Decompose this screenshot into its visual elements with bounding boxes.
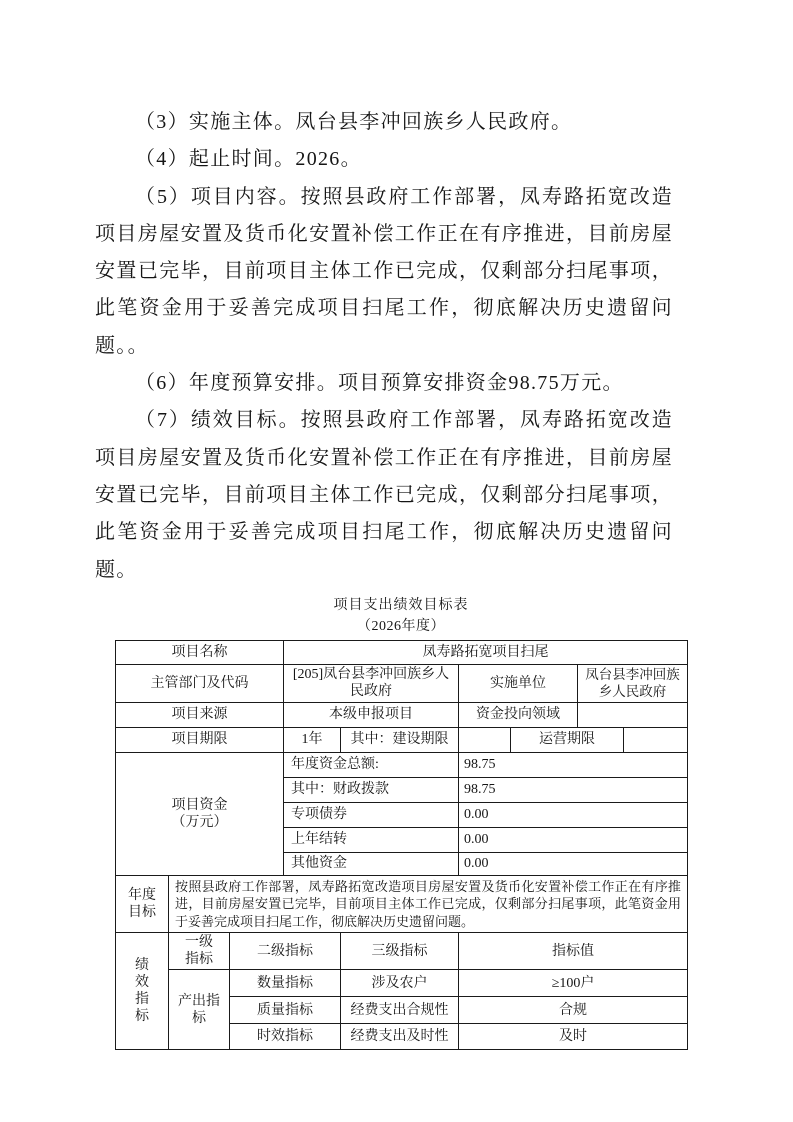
perf-group-label-text: 产出指标 bbox=[178, 993, 220, 1026]
perf-group-label bbox=[169, 970, 230, 1050]
body-paragraph-3: （3）实施主体。凤台县李冲回族乡人民政府。 bbox=[135, 111, 573, 133]
perf-value: ≥100户 bbox=[459, 970, 688, 997]
construction-period-label: 其中：建设期限 bbox=[341, 727, 459, 752]
project-name-value: 凤寿路拓宽项目扫尾 bbox=[284, 640, 688, 664]
source-label: 项目来源 bbox=[116, 702, 284, 727]
table-title: 项目支出绩效目标表 bbox=[333, 597, 469, 613]
table-row bbox=[116, 727, 688, 752]
perf-level3: 经费支出合规性 bbox=[341, 997, 459, 1024]
project-name-label: 项目名称 bbox=[116, 640, 284, 664]
body-paragraph-4: （4）起止时间。2026。 bbox=[135, 148, 362, 171]
perf-value: 及时 bbox=[459, 1024, 688, 1050]
table-subtitle: （2026年度） bbox=[357, 618, 445, 634]
annual-goal-label bbox=[116, 875, 169, 933]
operation-period-label: 运营期限 bbox=[511, 727, 624, 752]
performance-target-table bbox=[115, 640, 688, 1051]
impl-unit-value: 凤台县李冲回族乡人民政府 bbox=[578, 664, 688, 702]
source-value: 本级申报项目 bbox=[284, 702, 459, 727]
body-paragraph-7: （7）绩效目标。按照县政府工作部署，凤寿路拓宽改造项目房屋安置及货币化安置补偿工作正在有序推进，目前房屋安置已完毕，目前项目主体工作已完成，仅剩部分扫尾事项，此笔资金用于妥善完成项目扫尾工作，彻底解决历史遗留问题。 bbox=[95, 409, 673, 581]
body-paragraph-5: （5）项目内容。按照县政府工作部署，凤寿路拓宽改造项目房屋安置及货币化安置补偿工作正在有序推进，目前房屋安置已完毕，目前项目主体工作已完成，仅剩部分扫尾事项，此笔资金用于妥善完成项目扫尾工作，彻底解决历史遗留问题。。 bbox=[95, 185, 673, 357]
funds-row-value: 0.00 bbox=[459, 802, 688, 827]
perf-header-level2: 二级指标 bbox=[230, 933, 341, 970]
fund-direction-value bbox=[578, 702, 688, 727]
perf-header-level3: 三级指标 bbox=[341, 933, 459, 970]
impl-unit-label: 实施单位 bbox=[459, 664, 578, 702]
funds-row-value: 0.00 bbox=[459, 827, 688, 852]
table-row bbox=[116, 664, 688, 702]
period-value: 1年 bbox=[284, 727, 341, 752]
dept-value: [205]凤台县李冲回族乡人民政府 bbox=[284, 664, 459, 702]
document-content bbox=[95, 104, 682, 1050]
perf-value: 合规 bbox=[459, 997, 688, 1024]
table-row bbox=[116, 752, 688, 777]
annual-goal-label-text: 年度目标 bbox=[128, 888, 156, 921]
table-row bbox=[116, 640, 688, 664]
table-row bbox=[116, 933, 688, 970]
operation-period-value bbox=[624, 727, 688, 752]
period-label: 项目期限 bbox=[116, 727, 284, 752]
perf-level3: 涉及农户 bbox=[341, 970, 459, 997]
fund-direction-label: 资金投向领域 bbox=[459, 702, 578, 727]
dept-label: 主管部门及代码 bbox=[116, 664, 284, 702]
table-row bbox=[116, 702, 688, 727]
funds-row-name: 上年结转 bbox=[284, 827, 459, 852]
perf-level2: 时效指标 bbox=[230, 1024, 341, 1050]
perf-label-text: 绩效指标 bbox=[134, 958, 149, 1025]
perf-level2: 数量指标 bbox=[230, 970, 341, 997]
table-row bbox=[116, 970, 688, 997]
annual-goal-text: 按照县政府工作部署，凤寿路拓宽改造项目房屋安置及货币化安置补偿工作正在有序推进，目前房屋安置已完毕，目前项目主体工作已完成，仅剩部分扫尾事项，此笔资金用于妥善完成项目扫尾工作，彻底解决历史遗留问题。 bbox=[169, 875, 688, 933]
funds-row-name: 年度资金总额: bbox=[284, 752, 459, 777]
perf-header-level1-text: 一级指标 bbox=[185, 935, 213, 968]
funds-label bbox=[116, 752, 284, 875]
table-row bbox=[116, 875, 688, 933]
perf-header-value: 指标值 bbox=[459, 933, 688, 970]
perf-level2: 质量指标 bbox=[230, 997, 341, 1024]
construction-period-value bbox=[459, 727, 511, 752]
body-paragraph-6: （6）年度预算安排。项目预算安排资金98.75万元。 bbox=[135, 372, 624, 395]
funds-row-value: 98.75 bbox=[459, 752, 688, 777]
perf-level3: 经费支出及时性 bbox=[341, 1024, 459, 1050]
funds-row-name: 其中：财政拨款 bbox=[284, 777, 459, 802]
funds-row-value: 0.00 bbox=[459, 852, 688, 875]
funds-row-name: 专项债券 bbox=[284, 802, 459, 827]
perf-label bbox=[116, 933, 169, 1050]
funds-row-name: 其他资金 bbox=[284, 852, 459, 875]
perf-header-level1 bbox=[169, 933, 230, 970]
funds-row-value: 98.75 bbox=[459, 777, 688, 802]
funds-label-text: 项目资金（万元） bbox=[171, 797, 228, 830]
